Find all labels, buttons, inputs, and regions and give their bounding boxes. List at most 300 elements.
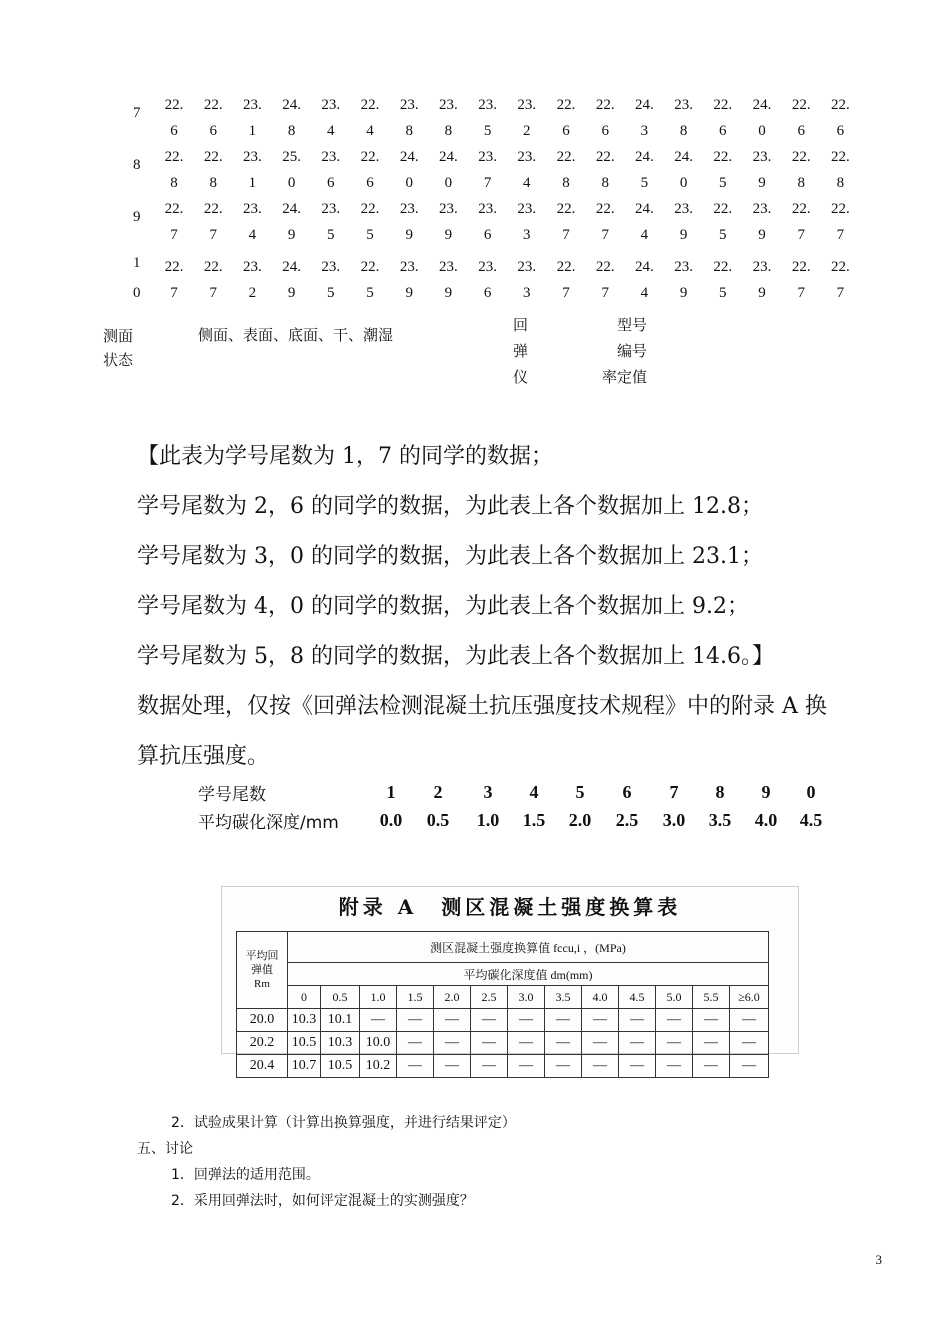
rebound-value: [586, 196, 624, 248]
rebound-value-integer: 23.: [478, 259, 497, 275]
carbonation-depth-value: 1.5: [522, 810, 546, 830]
rebound-value-decimal: 9: [679, 285, 688, 301]
rebound-value-integer: 23.: [243, 259, 262, 275]
rebound-value-decimal: 9: [287, 285, 296, 301]
rebound-value-integer: 23.: [674, 259, 693, 275]
rebound-value-integer: 23.: [517, 259, 537, 275]
table-row: [237, 1009, 769, 1032]
rebound-value: [704, 254, 742, 306]
rebound-value-integer: 25.: [282, 149, 301, 165]
strength-cell: 10.1: [321, 1009, 360, 1032]
rebound-value-decimal: 0: [405, 175, 413, 191]
row-number-part: 1: [133, 255, 141, 271]
strength-cell: —: [656, 1009, 693, 1032]
rebound-value-integer: 24.: [674, 149, 693, 165]
rebound-value-decimal: 6: [797, 123, 805, 139]
rebound-value-integer: 22.: [556, 201, 576, 217]
row-number-part: 7: [133, 105, 141, 121]
appendix-title: 附录 A 测区混凝土强度换算表: [338, 895, 682, 919]
rebound-value: [312, 254, 350, 306]
row-number-part: 0: [133, 285, 141, 301]
strength-cell: 10.5: [321, 1055, 360, 1078]
rebound-value-decimal: 9: [405, 285, 413, 301]
rebound-value-integer: 22.: [791, 201, 811, 217]
rebound-value-decimal: 2: [248, 285, 257, 301]
corner-header: [237, 932, 288, 1009]
strength-cell: 10.2: [360, 1055, 397, 1078]
rebound-value-decimal: 6: [483, 285, 492, 301]
rebound-value: [547, 254, 585, 306]
rebound-value-decimal: 2: [523, 123, 531, 139]
surface-status-label-line1: 测面: [103, 327, 134, 345]
rebound-value: [821, 254, 859, 306]
rebound-value: [665, 196, 703, 248]
rebound-value-integer: 22.: [595, 201, 615, 217]
rebound-value-integer: 23.: [321, 259, 341, 275]
rebound-value: [273, 92, 311, 144]
corner-line3: Rm: [254, 978, 270, 990]
question-2: 2．采用回弹法时，如何评定混凝土的实测强度？: [171, 1193, 474, 1209]
rebound-value-decimal: 5: [327, 227, 335, 243]
rebound-value: [233, 196, 271, 248]
strength-cell: —: [582, 1009, 619, 1032]
rebound-value: [233, 254, 271, 306]
carbonation-depth-value: 3.0: [662, 810, 686, 830]
rebound-value: [625, 196, 663, 248]
rebound-value-integer: 23.: [321, 97, 341, 113]
rebound-value-integer: 23.: [478, 97, 497, 113]
rebound-value-decimal: 6: [170, 123, 178, 139]
rebound-value: [821, 196, 859, 248]
depth-column-header: 1.5: [397, 986, 434, 1009]
strength-conversion-table: [236, 931, 769, 1078]
serial-label: 编号: [616, 342, 647, 360]
rebound-value: [782, 254, 820, 306]
rebound-value-integer: 22.: [164, 201, 184, 217]
rebound-value: [429, 254, 467, 306]
rebound-value-integer: 22.: [791, 259, 811, 275]
rebound-value-decimal: 4: [640, 227, 649, 243]
depth-column-header: 4.0: [582, 986, 619, 1009]
device-label-line3: 仪: [513, 368, 529, 386]
rebound-value: [625, 144, 663, 196]
rebound-value-integer: 22.: [595, 97, 615, 113]
rebound-value-integer: 23.: [439, 201, 458, 217]
carbonation-depth-value: 0.0: [379, 810, 403, 830]
rebound-value-decimal: 9: [758, 175, 766, 191]
test-surface-status-row: [95, 318, 875, 388]
rebound-value: [508, 196, 546, 248]
rebound-value-integer: 22.: [791, 149, 811, 165]
rebound-value-integer: 22.: [831, 259, 850, 275]
instructions-block: [137, 432, 897, 782]
rebound-value: [782, 92, 820, 144]
rebound-value-decimal: 5: [483, 123, 492, 139]
strength-cell: —: [545, 1055, 582, 1078]
rebound-value-decimal: 3: [523, 227, 531, 243]
student-number-value: 0: [806, 782, 816, 802]
rebound-value: [469, 254, 507, 306]
rebound-value-integer: 23.: [321, 201, 341, 217]
student-number-value: 1: [386, 782, 396, 802]
rebound-value-cell: 20.2: [237, 1032, 288, 1055]
student-number-value: 2: [433, 782, 443, 802]
rebound-value-integer: 22.: [360, 259, 380, 275]
strength-cell: —: [730, 1032, 769, 1055]
rebound-value: [194, 196, 232, 248]
instruction-line: 学号尾数为 5，8 的同学的数据，为此表上各个数据加上 14.6。】: [137, 644, 774, 669]
depth-column-header: 3.0: [508, 986, 545, 1009]
rebound-value-integer: 22.: [164, 149, 184, 165]
rebound-value: [547, 92, 585, 144]
strength-cell: —: [434, 1055, 471, 1078]
rebound-value: [155, 254, 193, 306]
rebound-value: [625, 92, 663, 144]
rebound-value-integer: 24.: [439, 149, 458, 165]
rebound-value-integer: 23.: [439, 259, 458, 275]
rebound-value-integer: 23.: [243, 97, 262, 113]
rebound-value-decimal: 9: [405, 227, 413, 243]
depth-column-header: 2.5: [471, 986, 508, 1009]
rebound-value-integer: 24.: [635, 259, 654, 275]
rebound-value: [625, 254, 663, 306]
rebound-value-integer: 22.: [556, 149, 576, 165]
rebound-value: [351, 92, 389, 144]
rebound-value-decimal: 9: [444, 285, 453, 301]
rebound-value: [743, 144, 781, 196]
rebound-value: [704, 144, 742, 196]
rebound-value: [351, 254, 389, 306]
rebound-value: [665, 144, 703, 196]
rebound-value-decimal: 6: [366, 175, 374, 191]
rebound-value-integer: 22.: [831, 149, 850, 165]
rebound-value-integer: 24.: [282, 97, 301, 113]
rebound-value: [704, 196, 742, 248]
rebound-value: [469, 196, 507, 248]
rebound-value: [743, 196, 781, 248]
rebound-value-decimal: 7: [209, 285, 217, 301]
rebound-row: [95, 196, 875, 248]
rebound-value: [351, 196, 389, 248]
strength-cell: —: [693, 1032, 730, 1055]
carbonation-depth-label: 平均碳化深度/mm: [198, 813, 339, 833]
rebound-value-decimal: 1: [248, 123, 257, 139]
rebound-value-integer: 23.: [517, 201, 537, 217]
rebound-value-decimal: 7: [797, 285, 805, 301]
rebound-value-decimal: 8: [444, 123, 453, 139]
strength-cell: —: [619, 1032, 656, 1055]
rebound-value-integer: 23.: [752, 149, 772, 165]
rebound-value-decimal: 7: [601, 285, 609, 301]
carbonation-depth-value: 4.0: [754, 810, 778, 830]
rebound-value-integer: 23.: [752, 259, 772, 275]
rebound-value-decimal: 7: [836, 285, 845, 301]
rebound-value-cell: 20.4: [237, 1055, 288, 1078]
rebound-value-integer: 24.: [399, 149, 419, 165]
rebound-value-decimal: 0: [287, 175, 296, 191]
rebound-value-integer: 22.: [791, 97, 811, 113]
rebound-value: [390, 144, 428, 196]
rebound-value-integer: 24.: [635, 97, 654, 113]
strength-cell: —: [508, 1009, 545, 1032]
carbonation-depth-value: 3.5: [708, 810, 732, 830]
rebound-value-integer: 23.: [478, 201, 497, 217]
appendix-a-image: [221, 886, 799, 1073]
rebound-value-decimal: 4: [523, 175, 531, 191]
rebound-value-decimal: 1: [248, 175, 257, 191]
depth-column-header: 5.0: [656, 986, 693, 1009]
rebound-value: [586, 254, 624, 306]
rebound-value-decimal: 6: [719, 123, 727, 139]
rebound-value: [390, 254, 428, 306]
rebound-value-integer: 22.: [164, 97, 184, 113]
rebound-value-decimal: 5: [366, 227, 374, 243]
strength-cell: —: [730, 1055, 769, 1078]
strength-cell: 10.5: [288, 1032, 321, 1055]
rebound-value: [194, 92, 232, 144]
carbonation-depth-value: 2.5: [615, 810, 639, 830]
depth-column-header: 2.0: [434, 986, 471, 1009]
rebound-value-decimal: 9: [444, 227, 453, 243]
rebound-value-integer: 22.: [831, 201, 850, 217]
rebound-value-decimal: 6: [601, 123, 609, 139]
student-number-label: 学号尾数: [198, 785, 266, 805]
rebound-value-integer: 23.: [517, 97, 537, 113]
rebound-value: [821, 144, 859, 196]
instruction-line: 数据处理，仅按《回弹法检测混凝土抗压强度技术规程》中的附录 A 换: [137, 694, 827, 719]
rebound-value-integer: 22.: [164, 259, 184, 275]
rebound-value-integer: 24.: [635, 201, 654, 217]
rebound-value-decimal: 8: [562, 175, 570, 191]
carbonation-depth-value: 4.5: [799, 810, 823, 830]
rebound-value-integer: 22.: [595, 149, 615, 165]
rebound-value: [273, 196, 311, 248]
carbonation-depth-value: 1.0: [476, 810, 500, 830]
strength-cell: —: [434, 1009, 471, 1032]
rebound-value: [469, 144, 507, 196]
rebound-value-decimal: 7: [562, 227, 570, 243]
rebound-value: [390, 196, 428, 248]
rebound-value-decimal: 9: [758, 227, 766, 243]
model-label: 型号: [616, 316, 647, 334]
rebound-value: [665, 92, 703, 144]
rebound-value-decimal: 9: [758, 285, 766, 301]
depth-column-header: 1.0: [360, 986, 397, 1009]
rebound-value: [704, 92, 742, 144]
row-number: [133, 248, 141, 308]
rebound-value-decimal: 7: [170, 227, 178, 243]
rebound-value-integer: 22.: [203, 201, 223, 217]
rebound-value: [312, 196, 350, 248]
rebound-value-decimal: 7: [797, 227, 805, 243]
depth-values-row: [237, 986, 769, 1009]
rebound-value-decimal: 7: [170, 285, 178, 301]
rebound-value: [273, 254, 311, 306]
strength-cell: —: [619, 1055, 656, 1078]
rebound-value-integer: 23.: [399, 259, 419, 275]
carbonation-depth-value: 2.0: [568, 810, 592, 830]
rebound-value-decimal: 8: [287, 123, 296, 139]
rebound-value-decimal: 7: [209, 227, 217, 243]
depth-column-header: ≥6.0: [730, 986, 769, 1009]
section-5-heading: 五、讨论: [137, 1141, 193, 1157]
rebound-value: [351, 144, 389, 196]
rebound-row: [95, 254, 875, 306]
instruction-line: 学号尾数为 3，0 的同学的数据，为此表上各个数据加上 23.1；: [137, 544, 763, 569]
strength-cell: 10.3: [288, 1009, 321, 1032]
rebound-value: [547, 144, 585, 196]
rebound-value: [547, 196, 585, 248]
rebound-value: [155, 144, 193, 196]
rebound-value: [312, 92, 350, 144]
rebound-value: [508, 254, 546, 306]
rebound-value-decimal: 0: [679, 175, 688, 191]
rebound-value: [312, 144, 350, 196]
rebound-value-integer: 23.: [674, 97, 693, 113]
rebound-value-integer: 23.: [399, 97, 419, 113]
row-number-part: 9: [133, 209, 141, 225]
strength-cell: —: [656, 1055, 693, 1078]
rebound-value-integer: 22.: [203, 149, 223, 165]
rebound-value-decimal: 6: [562, 123, 570, 139]
rebound-value-decimal: 5: [719, 175, 727, 191]
strength-cell: —: [545, 1032, 582, 1055]
rebound-value: [508, 92, 546, 144]
rebound-value-integer: 22.: [595, 259, 615, 275]
rebound-value: [743, 92, 781, 144]
rebound-value-decimal: 6: [836, 123, 845, 139]
rebound-value: [233, 144, 271, 196]
rebound-value-integer: 23.: [321, 149, 341, 165]
strength-cell: 10.7: [288, 1055, 321, 1078]
strength-cell: —: [434, 1032, 471, 1055]
rebound-value-decimal: 6: [209, 123, 217, 139]
rebound-value-decimal: 8: [601, 175, 609, 191]
rebound-value-integer: 22.: [713, 149, 733, 165]
strength-cell: —: [471, 1055, 508, 1078]
strength-cell: —: [619, 1009, 656, 1032]
strength-cell: —: [656, 1032, 693, 1055]
depth-column-header: 0.5: [321, 986, 360, 1009]
rebound-value: [273, 144, 311, 196]
table-row: [237, 1055, 769, 1078]
instruction-line: 学号尾数为 4，0 的同学的数据，为此表上各个数据加上 9.2；: [137, 594, 749, 619]
rebound-value-integer: 22.: [203, 97, 223, 113]
rebound-value-decimal: 4: [327, 123, 335, 139]
depth-column-header: 0: [288, 986, 321, 1009]
student-number-value: 6: [622, 782, 632, 802]
rebound-value-decimal: 8: [209, 175, 217, 191]
rebound-value-integer: 23.: [243, 201, 262, 217]
rebound-value: [586, 92, 624, 144]
question-1: 1．回弹法的适用范围。: [171, 1167, 320, 1183]
item-2: 2．试验成果计算（计算出换算强度，并进行结果评定）: [171, 1115, 516, 1131]
rebound-value-integer: 22.: [360, 201, 380, 217]
rebound-value-decimal: 7: [562, 285, 570, 301]
surface-status-value: 侧面、表面、底面、干、潮湿: [198, 326, 394, 344]
rebound-value-integer: 24.: [752, 97, 772, 113]
strength-header: 测区混凝土强度换算值 fccu,i ，(MPa): [288, 932, 769, 963]
rebound-value-integer: 22.: [713, 201, 733, 217]
student-number-value: 7: [669, 782, 679, 802]
strength-cell: —: [397, 1009, 434, 1032]
surface-status-label: [103, 324, 143, 372]
rebound-value-decimal: 3: [640, 123, 649, 139]
rebound-value-decimal: 3: [523, 285, 531, 301]
rebound-value-integer: 22.: [360, 97, 380, 113]
rebound-value-decimal: 6: [327, 175, 335, 191]
strength-cell: —: [693, 1009, 730, 1032]
strength-cell: —: [730, 1009, 769, 1032]
student-number-value: 9: [761, 782, 771, 802]
depth-column-header: 3.5: [545, 986, 582, 1009]
row-number: [133, 98, 141, 128]
rebound-value-integer: 22.: [360, 149, 380, 165]
rebound-value-decimal: 4: [366, 123, 374, 139]
rebound-value-decimal: 4: [248, 227, 257, 243]
rebound-value-decimal: 6: [483, 227, 492, 243]
strength-cell: 10.0: [360, 1032, 397, 1055]
rebound-value-integer: 23.: [674, 201, 693, 217]
strength-cell: —: [360, 1009, 397, 1032]
rebound-data-table: [95, 92, 875, 306]
device-label-line2: 弹: [513, 342, 529, 360]
rebound-value: [155, 92, 193, 144]
strength-cell: —: [545, 1009, 582, 1032]
depth-column-header: 5.5: [693, 986, 730, 1009]
instruction-line: 【此表为学号尾数为 1，7 的同学的数据；: [137, 444, 553, 469]
rebound-value-decimal: 5: [366, 285, 374, 301]
row-number: [133, 150, 141, 180]
rebound-value-decimal: 5: [640, 175, 649, 191]
rebound-value-integer: 24.: [635, 149, 654, 165]
rebound-value-decimal: 0: [444, 175, 453, 191]
corner-line1: 平均回: [245, 950, 279, 962]
bottom-section: [137, 1110, 516, 1214]
strength-cell: —: [582, 1055, 619, 1078]
rebound-value-integer: 23.: [399, 201, 419, 217]
calibration-label: 率定值: [601, 368, 647, 386]
rebound-value-integer: 24.: [282, 201, 301, 217]
rebound-value-decimal: 5: [719, 227, 727, 243]
rebound-value: [429, 144, 467, 196]
instruction-line: 算抗压强度。: [137, 744, 270, 769]
rebound-value-decimal: 7: [483, 175, 492, 191]
table-row: [237, 1032, 769, 1055]
student-number-value: 5: [575, 782, 585, 802]
strength-cell: —: [508, 1055, 545, 1078]
rebound-value-integer: 22.: [203, 259, 223, 275]
rebound-value-decimal: 5: [719, 285, 727, 301]
rebound-value-decimal: 0: [758, 123, 766, 139]
rebound-value-integer: 22.: [556, 259, 576, 275]
rebound-value-cell: 20.0: [237, 1009, 288, 1032]
strength-cell: —: [508, 1032, 545, 1055]
rebound-value-decimal: 9: [287, 227, 296, 243]
corner-line2: 弹值: [251, 964, 273, 976]
rebound-value-decimal: 8: [405, 123, 413, 139]
rebound-value: [233, 92, 271, 144]
rebound-value-decimal: 8: [679, 123, 688, 139]
rebound-value: [194, 254, 232, 306]
device-model-labels: [597, 312, 647, 390]
row-number: [133, 202, 141, 232]
rebound-value-integer: 22.: [831, 97, 850, 113]
rebound-value: [821, 92, 859, 144]
row-number-part: 8: [133, 157, 141, 173]
strength-cell: —: [582, 1032, 619, 1055]
student-number-value: 4: [529, 782, 539, 802]
